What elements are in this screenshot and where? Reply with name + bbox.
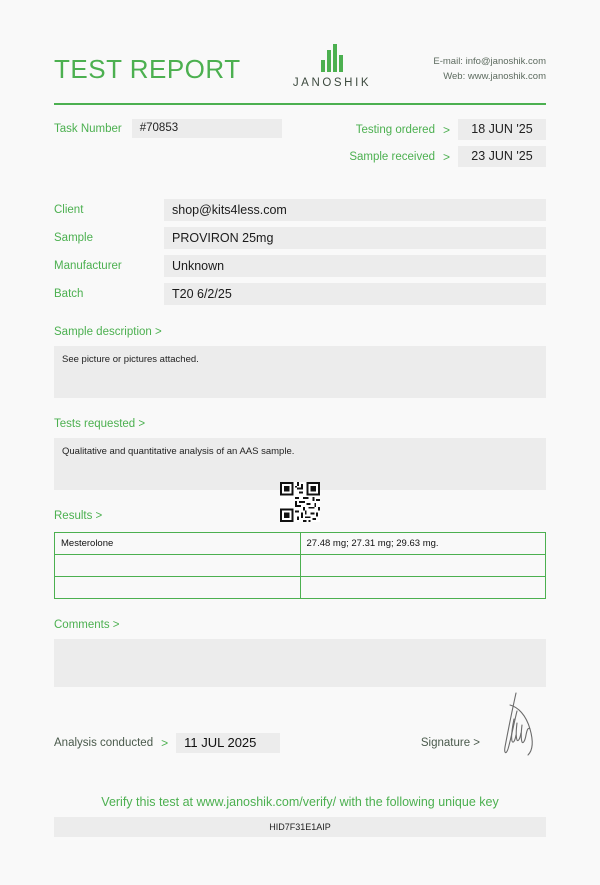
table-row [55,533,546,555]
sample-description-text: See picture or pictures attached. [54,346,546,398]
results-title: Results > [54,510,103,522]
sample-received-label: Sample received [349,150,435,163]
contact-web: Web: www.janoshik.com [443,71,546,83]
testing-ordered-row [349,119,546,140]
result-name-0: Mesterolone [55,533,301,555]
signature-label: Signature > [420,737,480,749]
chevron-analysis-icon: > [161,736,169,750]
task-number-value: #70853 [132,119,282,138]
contact-email: E-mail: info@janoshik.com [433,56,546,67]
brand-logo [293,42,371,89]
analysis-conducted-group [54,733,280,753]
report-header [54,0,546,89]
table-row [55,555,546,577]
chevron-ordered-icon: > [442,122,450,137]
info-label-manufacturer: Manufacturer [54,259,122,272]
analysis-date-value: 11 JUL 2025 [176,733,280,753]
info-label-batch: Batch [54,287,84,300]
info-value-batch: T20 6/2/25 [164,283,546,305]
sample-received-row [349,146,546,167]
qr-code-icon [280,482,320,522]
bars-icon [293,42,371,72]
info-label-sample: Sample [54,231,93,244]
task-number-label: Task Number [54,122,122,135]
sample-info-table [54,197,546,306]
info-row-client [54,197,546,222]
result-name-1 [55,555,301,577]
results-table [54,532,546,599]
task-number-group [54,119,282,138]
result-name-2 [55,577,301,599]
tests-requested-title: Tests requested > [54,418,146,430]
info-value-manufacturer: Unknown [164,255,546,277]
info-label-client: Client [54,203,84,216]
sample-description-title: Sample description > [54,326,162,338]
info-row-sample [54,225,546,250]
info-value-client: shop@kits4less.com [164,199,546,221]
result-value-0: 27.48 mg; 27.31 mg; 29.63 mg. [300,533,546,555]
signature-group [421,721,546,765]
result-value-2 [300,577,546,599]
table-row [55,577,546,599]
brand-name: JANOSHIK [292,77,372,89]
header-divider [54,103,546,105]
analysis-conducted-label: Analysis conducted [54,737,154,749]
analysis-row [54,721,546,765]
info-row-batch [54,281,546,306]
info-row-manufacturer [54,253,546,278]
info-value-sample: PROVIRON 25mg [164,227,546,249]
task-row [54,119,546,173]
tests-requested-text: Qualitative and quantitative analysis of an AAS sample. [54,438,546,490]
results-header [54,490,546,530]
unique-key-value: HID7F31E1AIP [54,817,546,837]
testing-ordered-label: Testing ordered [355,123,435,136]
result-value-1 [300,555,546,577]
page-title: TEST REPORT [54,54,241,84]
comments-text [54,639,546,687]
comments-title: Comments > [54,619,120,631]
signature-icon [486,685,546,765]
testing-ordered-value: 18 JUN '25 [458,119,546,140]
contact-info [433,54,546,84]
task-dates [349,119,546,173]
sample-received-value: 23 JUN '25 [458,146,546,167]
chevron-received-icon: > [442,149,450,164]
verify-text: Verify this test at www.janoshik.com/verify/ with the following unique key [101,795,499,809]
